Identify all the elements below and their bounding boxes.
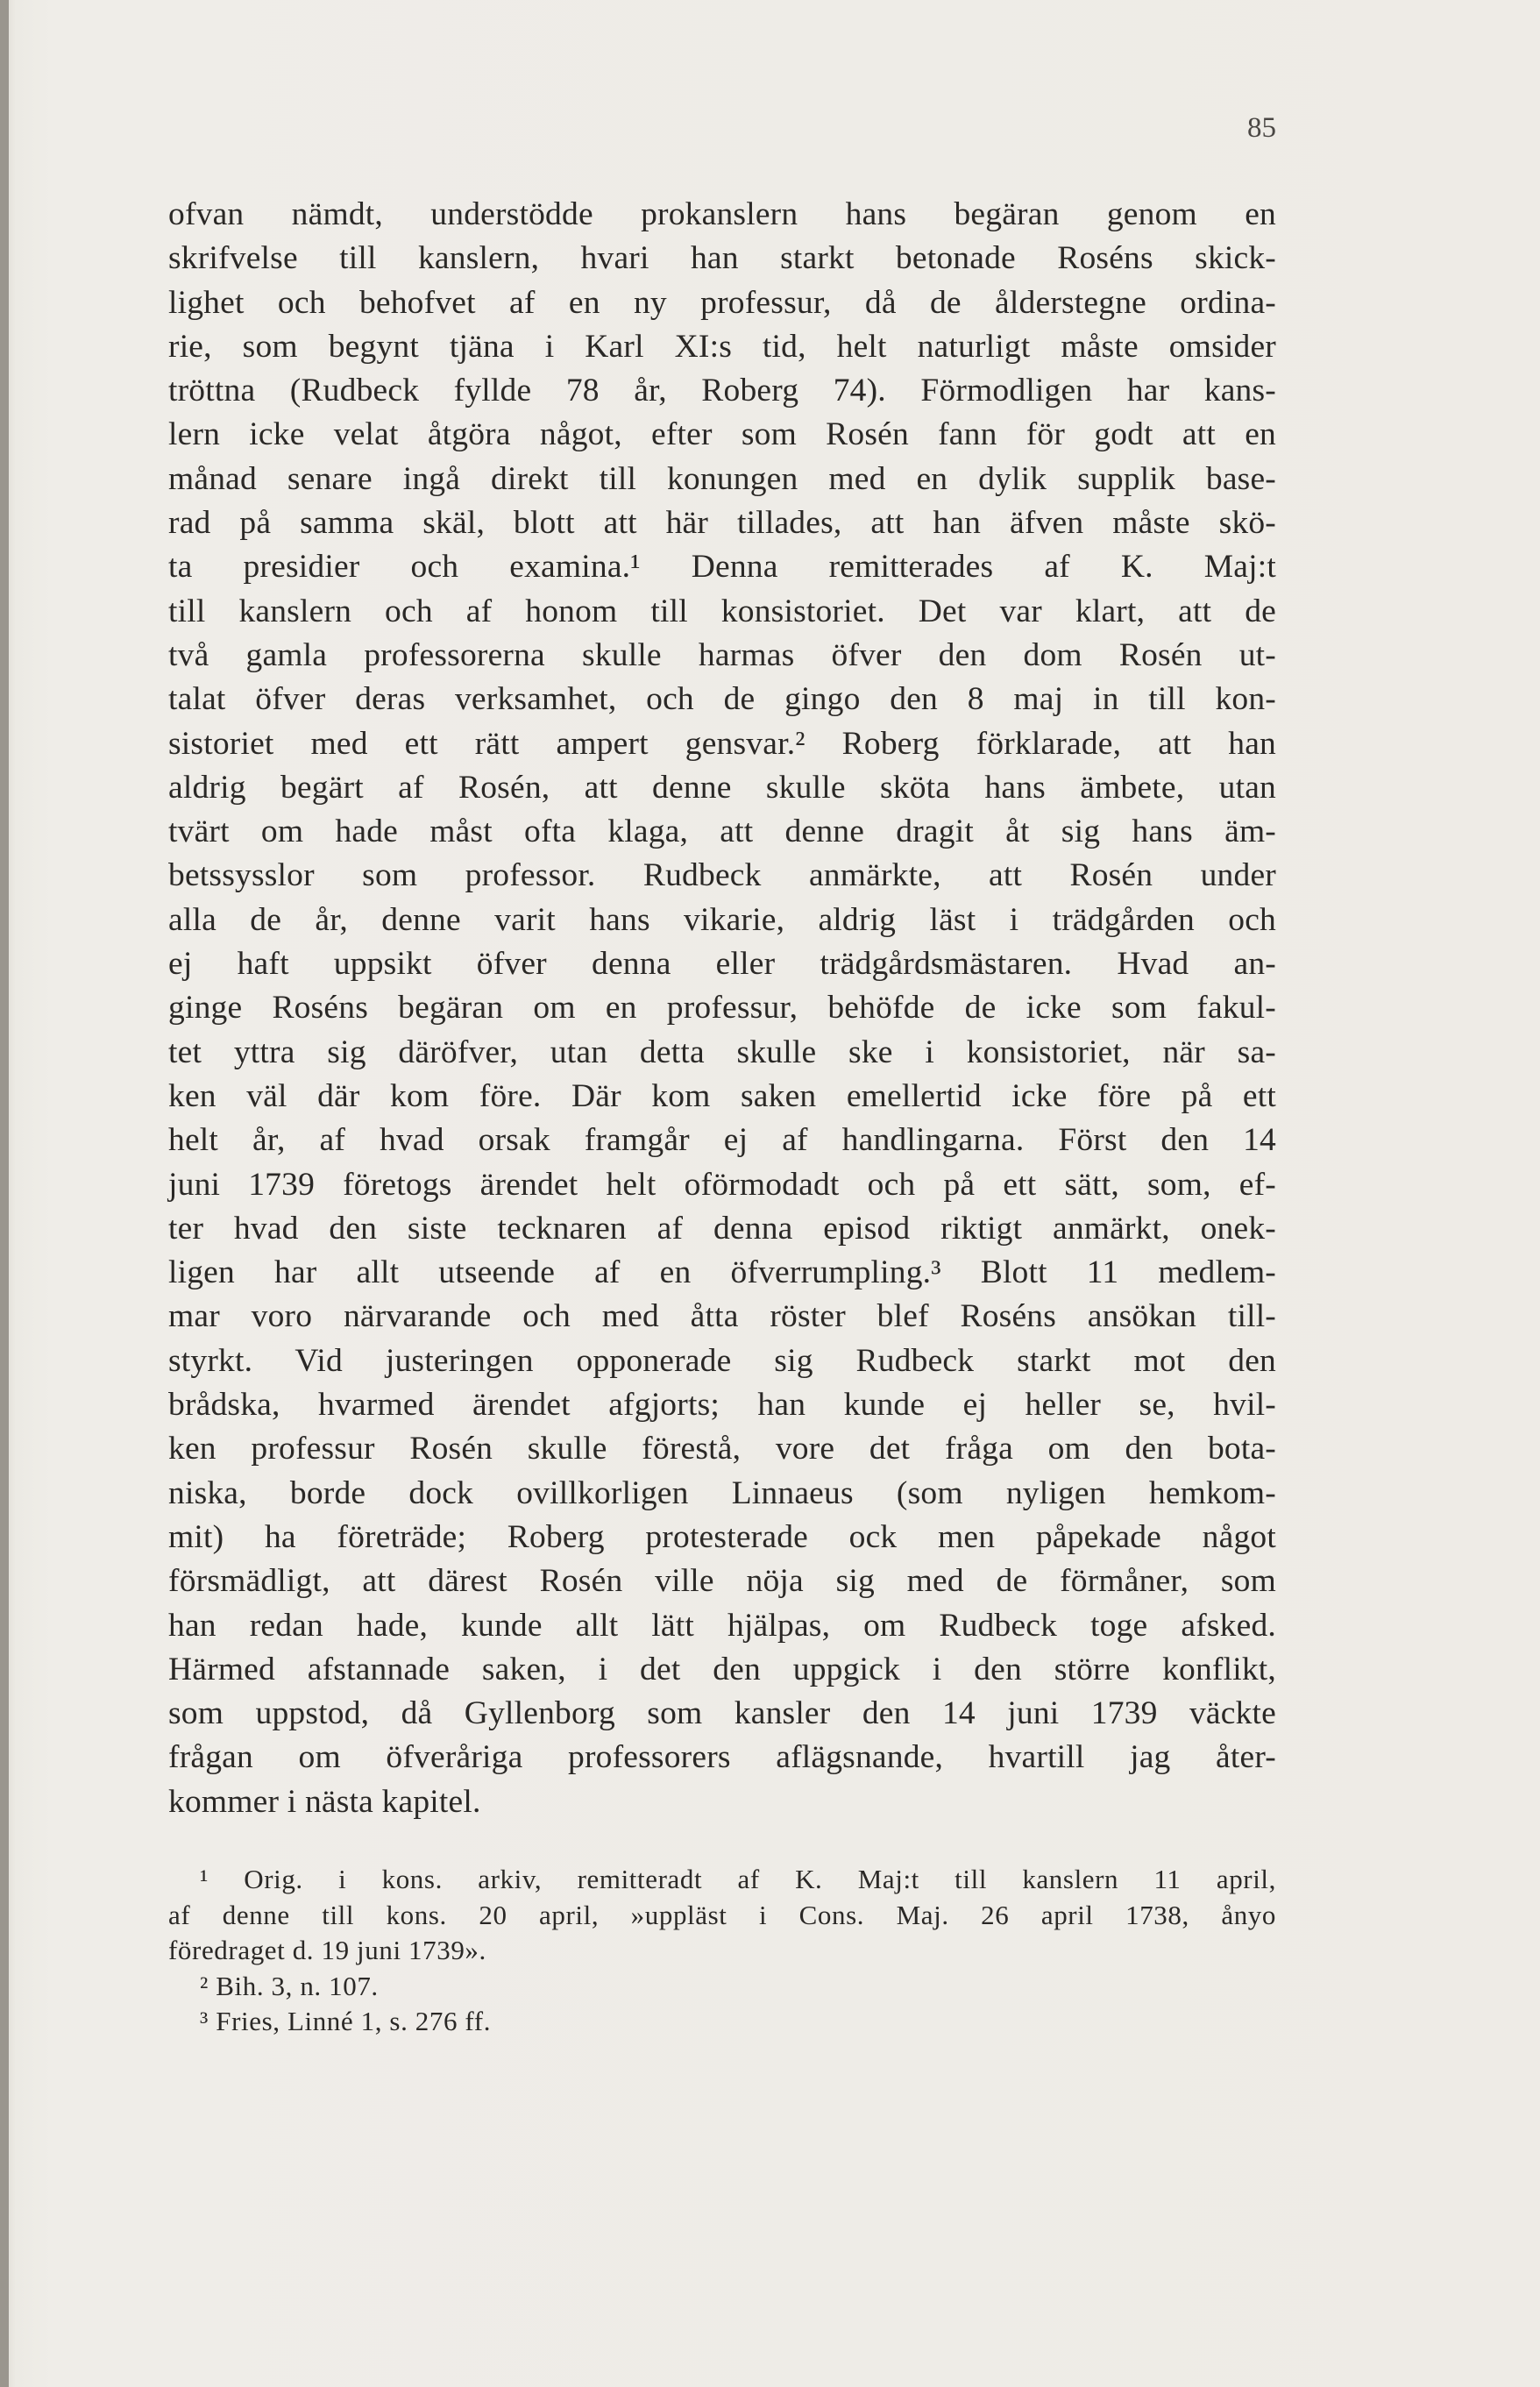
text-line: helt år, af hvad orsak framgår ej af handlingarna. Först den 14 <box>168 1122 1276 1159</box>
text-line: talat öfver deras verksamhet, och de gingo den 8 maj in till kon- <box>168 681 1276 718</box>
text-line: ken professur Rosén skulle förestå, vore det fråga om den bota- <box>168 1431 1276 1467</box>
text-line: sistoriet med ett rätt ampert gensvar.² Roberg förklarade, att han <box>168 725 1276 762</box>
text-line: kommer i nästa kapitel. <box>168 1783 481 1820</box>
text-line: juni 1739 företogs ärendet helt oförmodadt och på ett sätt, som, ef- <box>168 1166 1276 1203</box>
text-line: mar voro närvarande och med åtta röster blef Roséns ansökan till- <box>168 1298 1276 1335</box>
text-line: brådska, hvarmed ärendet afgjorts; han kunde ej heller se, hvil- <box>168 1387 1276 1424</box>
text-line: lighet och behofvet af en ny professur, då de ålderstegne ordina- <box>168 284 1276 321</box>
footnotes <box>168 1862 1276 2040</box>
page-number: 85 <box>1247 112 1276 144</box>
footnote-line: ² Bih. 3, n. 107. <box>200 1970 379 2001</box>
body-text <box>168 193 1276 1824</box>
footnote-line: ¹ Orig. i kons. arkiv, remitteradt af K. Maj:t till kanslern 11 april, <box>200 1864 1276 1894</box>
text-line: ken väl där kom före. Där kom saken emellertid icke före på ett <box>168 1077 1276 1114</box>
text-line: ligen har allt utseende af en öfverrumpling.³ Blott 11 medlem- <box>168 1254 1276 1291</box>
text-line: betssysslor som professor. Rudbeck anmärkte, att Rosén under <box>168 857 1276 894</box>
text-line: två gamla professorerna skulle harmas öfver den dom Rosén ut- <box>168 636 1276 673</box>
text-line: Härmed afstannade saken, i det den uppgick i den större konflikt, <box>168 1651 1276 1687</box>
text-line: skrifvelse till kanslern, hvari han starkt betonade Roséns skick- <box>168 240 1276 277</box>
text-line: tet yttra sig däröfver, utan detta skulle ske i konsistoriet, när sa- <box>168 1034 1276 1070</box>
text-line: mit) ha företräde; Roberg protesterade ock men påpekade något <box>168 1518 1276 1555</box>
text-line: alla de år, denne varit hans vikarie, aldrig läst i trädgården och <box>168 901 1276 938</box>
footnote-line: föredraget d. 19 juni 1739». <box>168 1935 486 1965</box>
text-line: ginge Roséns begäran om en professur, behöfde de icke som fakul- <box>168 990 1276 1027</box>
text-line: ofvan nämdt, understödde prokanslern hans begäran genom en <box>168 196 1276 232</box>
text-line: lern icke velat åtgöra något, efter som Rosén fann för godt att en <box>168 416 1276 453</box>
text-line: som uppstod, då Gyllenborg som kansler den 14 juni 1739 väckte <box>168 1695 1276 1732</box>
text-line: tröttna (Rudbeck fyllde 78 år, Roberg 74). Förmodligen har kans- <box>168 373 1276 409</box>
text-line: niska, borde dock ovillkorligen Linnaeus (som nyligen hemkom- <box>168 1474 1276 1511</box>
page-spine-edge <box>0 0 9 2387</box>
text-line: tvärt om hade måst ofta klaga, att denne dragit åt sig hans äm- <box>168 813 1276 850</box>
text-line: ta presidier och examina.¹ Denna remitterades af K. Maj:t <box>168 549 1276 586</box>
footnote-line: ³ Fries, Linné 1, s. 276 ff. <box>200 2006 492 2036</box>
text-line: månad senare ingå direkt till konungen med en dylik supplik base- <box>168 460 1276 497</box>
text-line: ej haft uppsikt öfver denna eller trädgårdsmästaren. Hvad an- <box>168 946 1276 983</box>
footnote-line: af denne till kons. 20 april, »uppläst i Cons. Maj. 26 april 1738, ånyo <box>168 1899 1276 1930</box>
text-line: försmädligt, att därest Rosén ville nöja sig med de förmåner, som <box>168 1563 1276 1600</box>
text-line: rie, som begynt tjäna i Karl XI:s tid, helt naturligt måste omsider <box>168 328 1276 365</box>
text-line: aldrig begärt af Rosén, att denne skulle sköta hans ämbete, utan <box>168 769 1276 806</box>
text-line: rad på samma skäl, blott att här tillades, att han äfven måste skö- <box>168 505 1276 542</box>
text-line: han redan hade, kunde allt lätt hjälpas, om Rudbeck toge afsked. <box>168 1607 1276 1644</box>
text-line: ter hvad den siste tecknaren af denna episod riktigt anmärkt, onek- <box>168 1210 1276 1247</box>
text-line: styrkt. Vid justeringen opponerade sig Rudbeck starkt mot den <box>168 1342 1276 1379</box>
text-line: till kanslern och af honom till konsistoriet. Det var klart, att de <box>168 593 1276 629</box>
text-line: frågan om öfveråriga professorers aflägsnande, hvartill jag åter- <box>168 1739 1276 1776</box>
